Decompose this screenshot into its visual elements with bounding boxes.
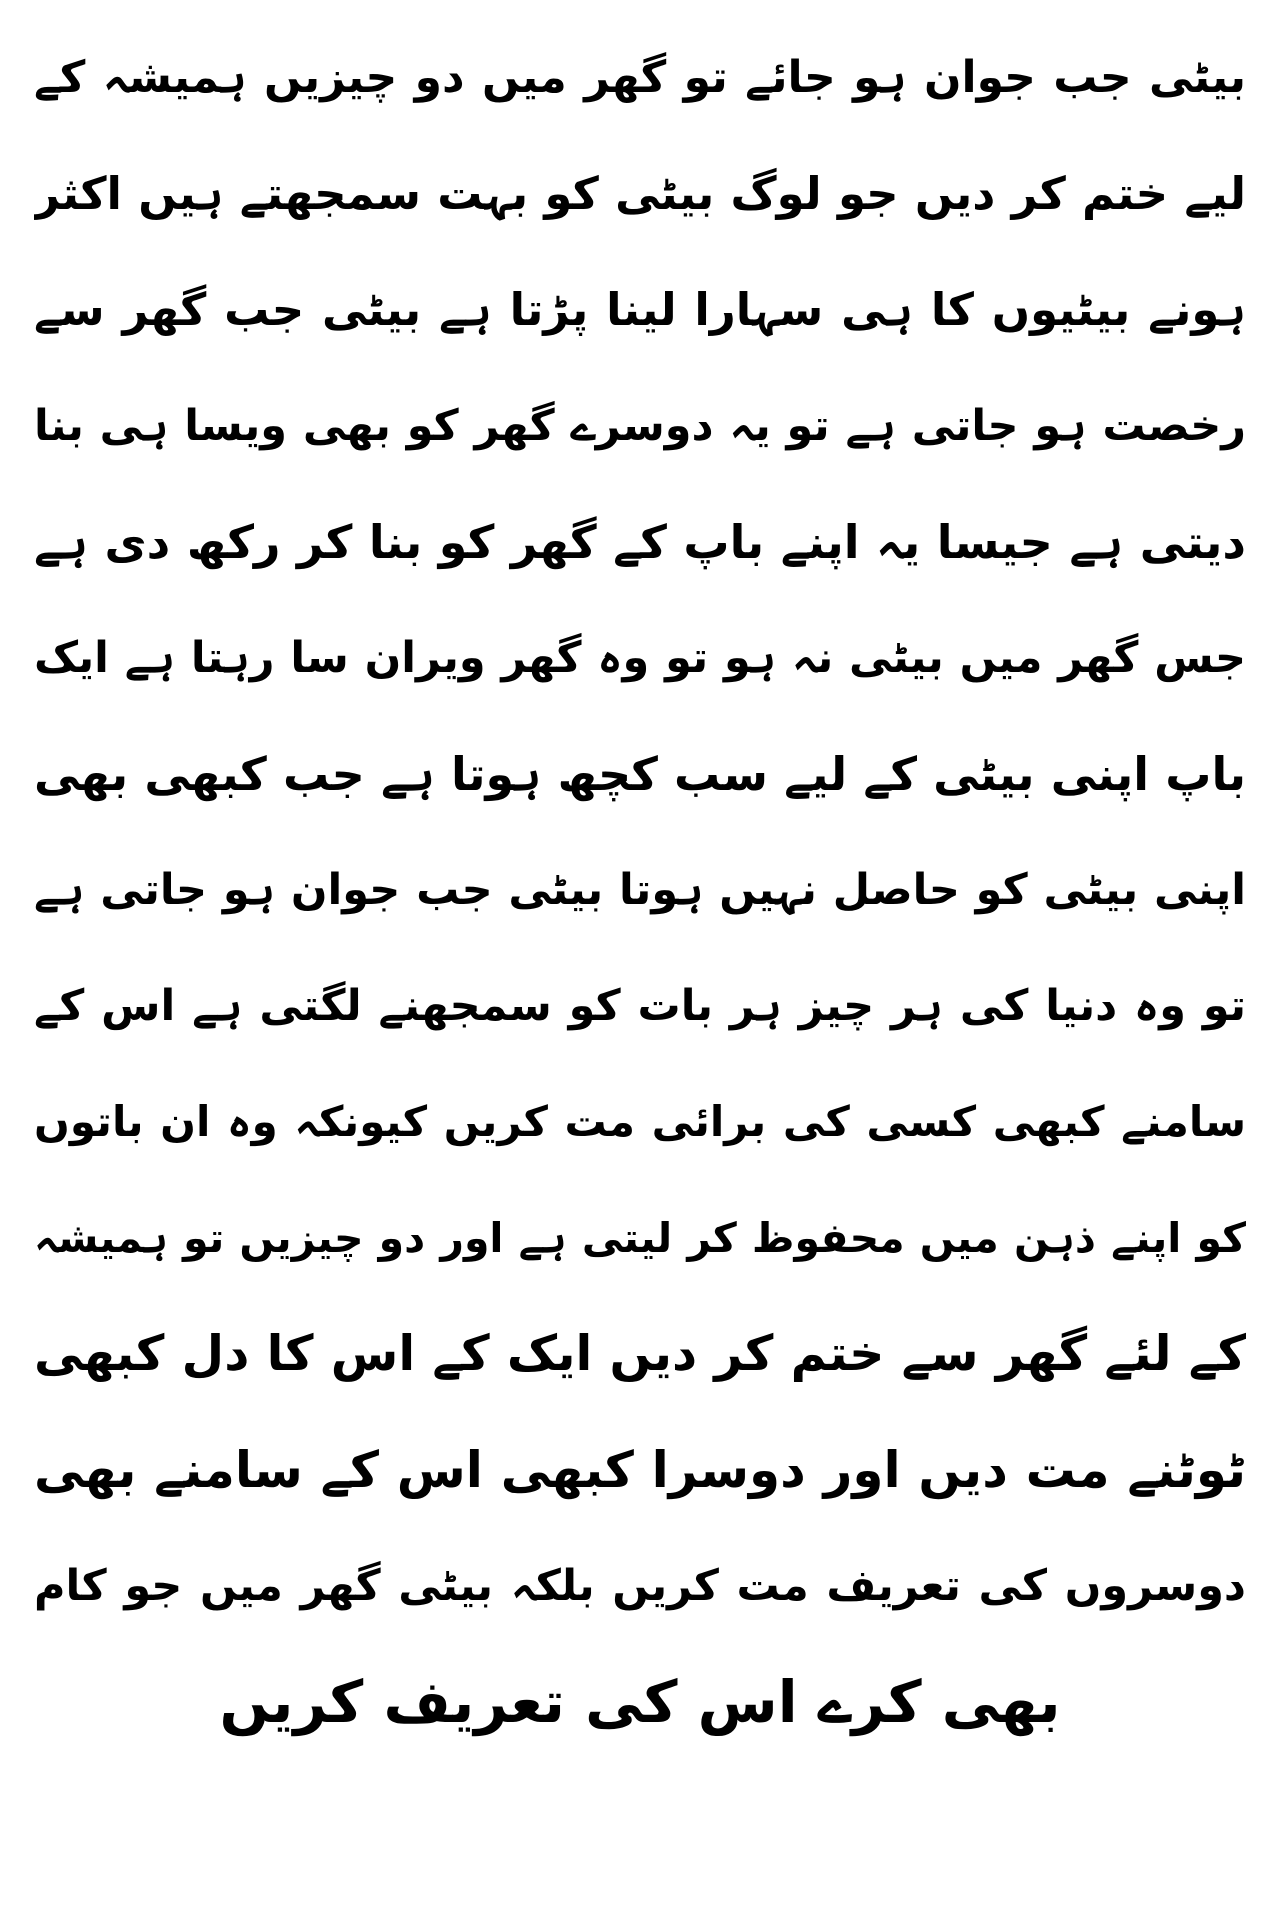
text-line-13: ٹوٹنے مت دیں اور دوسرا کبھی اس کے سامنے بھی	[34, 1441, 1246, 1499]
text-line-10: سامنے کبھی کسی کی برائی مت کریں کیونکہ وہ ان باتوں	[34, 1097, 1246, 1146]
text-line-5: دیتی ہے جیسا یہ اپنے باپ کے گھر کو بنا کر رکھ دی ہے	[34, 515, 1246, 569]
text-line-1: بیٹی جب جوان ہو جائے تو گھر میں دو چیزیں ہمیشہ کے	[34, 52, 1246, 103]
text-line-8: اپنی بیٹی کو حاصل نہیں ہوتا بیٹی جب جوان ہو جاتی ہے	[34, 865, 1246, 915]
text-line-6: جس گھر میں بیٹی نہ ہو تو وہ گھر ویران سا رہتا ہے ایک	[34, 633, 1246, 683]
text-line-11: کو اپنے ذہن میں محفوظ کر لیتی ہے اور دو چیزیں تو ہمیشہ	[34, 1214, 1246, 1262]
text-line-3: ہونے بیٹیوں کا ہی سہارا لینا پڑتا ہے بیٹی جب گھر سے	[34, 283, 1246, 336]
text-line-9: تو وہ دنیا کی ہر چیز ہر بات کو سمجھنے لگتی ہے اس کے	[34, 981, 1246, 1031]
text-line-12: کے لئے گھر سے ختم کر دیں ایک کے اس کا دل کبھی	[34, 1325, 1246, 1382]
text-line-15: بھی کرے اس کی تعریف کریں	[219, 1668, 1061, 1736]
text-line-4: رخصت ہو جاتی ہے تو یہ دوسرے گھر کو بھی ویسا ہی بنا	[34, 401, 1246, 451]
text-line-2: لیے ختم کر دیں جو لوگ بیٹی کو بہت سمجھتے ہیں اکثر	[34, 167, 1246, 220]
text-line-7: باپ اپنی بیٹی کے لیے سب کچھ ہوتا ہے جب کبھی بھی	[34, 747, 1246, 801]
text-line-14: دوسروں کی تعریف مت کریں بلکہ بیٹی گھر میں جو کام	[34, 1561, 1246, 1611]
